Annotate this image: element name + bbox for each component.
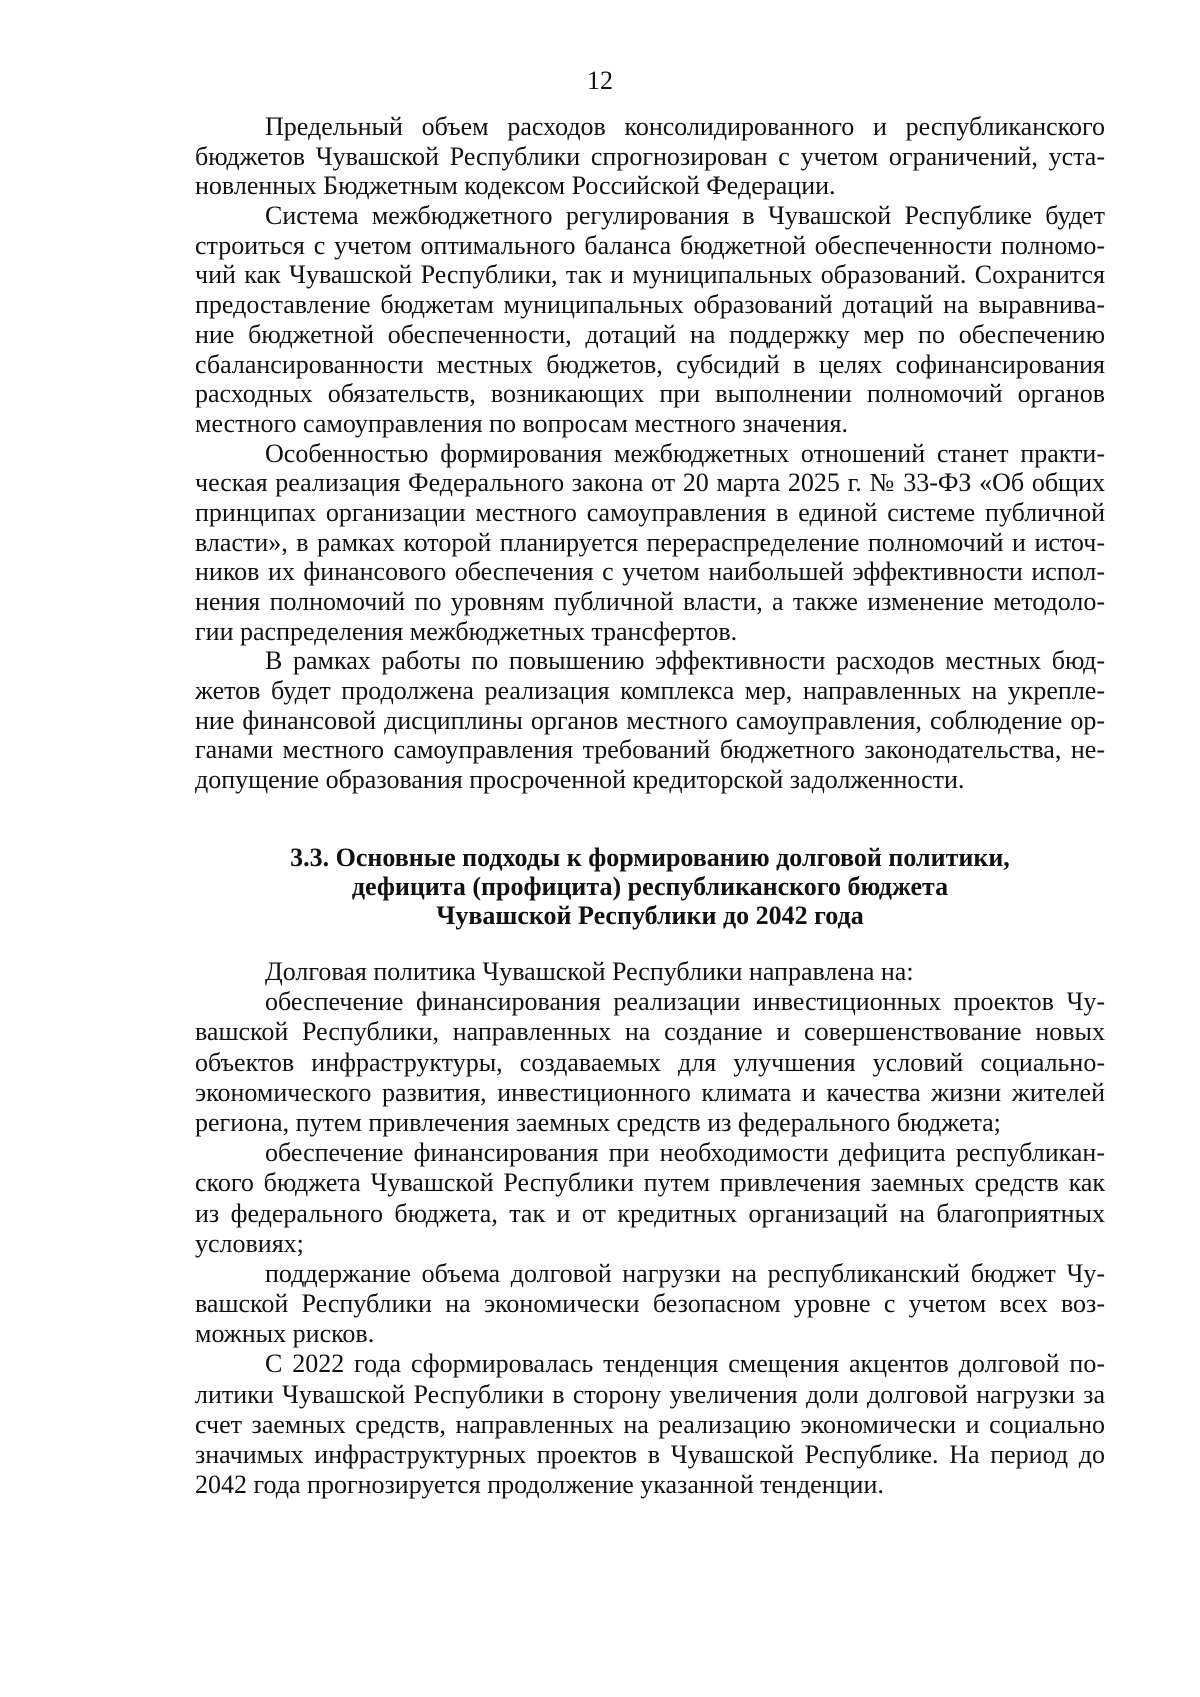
paragraph-line: из федерального бюджета, так и от кредитных организаций на благоприятных [195,1198,1105,1228]
paragraph-line: обеспечение финансирования реализации инвестиционных проектов Чу- [265,987,1105,1017]
section-heading-line: Чувашской Республики до 2042 года [436,901,864,930]
paragraph-line: местного самоуправления по вопросам местного значения. [195,408,849,438]
paragraph-line: Долговая политика Чувашской Республики направлена на: [265,957,914,986]
paragraph [195,439,1105,647]
list-paragraph [195,1259,1105,1350]
paragraph-line: Система межбюджетного регулирования в Чувашской Республике будет [265,201,1105,231]
paragraph-line: 2042 года прогнозируется продолжение указанной тенденции. [195,1470,884,1500]
paragraph-line: счет заемных средств, направленных на реализацию экономически и социально [195,1409,1105,1439]
paragraph-line: расходных обязательств, возникающих при выполнении полномочий органов [195,379,1105,409]
paragraph-line: обеспечение финансирования при необходимости дефицита республикан- [265,1138,1105,1168]
paragraph-line: вашской Республики на экономически безопасном уровне с учетом всех воз- [195,1289,1105,1319]
paragraph-line: власти», в рамках которой планируется перераспределение полномочий и источ- [195,527,1105,557]
paragraph-line: предоставление бюджетам муниципальных образований дотаций на выравнива- [195,290,1105,320]
paragraph-line: чий как Чувашской Республики, так и муниципальных образований. Сохранится [195,260,1105,290]
list-paragraph [195,1138,1105,1259]
body-text-bottom [195,957,1105,1500]
body-text-top [195,112,1105,795]
paragraph-line: региона, путем привлечения заемных средств из федерального бюджета; [195,1107,1001,1137]
paragraph [195,1349,1105,1500]
page-number: 12 [587,66,613,95]
paragraph-line: ческая реализация Федерального закона от 20 марта 2025 г. № 33-ФЗ «Об общих [195,468,1105,498]
paragraph-line: вашской Республики, направленных на создание и совершенствование новых [195,1017,1105,1047]
paragraph-line: принципах организации местного самоуправления в единой системе публичной [195,497,1105,527]
paragraph-line: нения полномочий по уровням публичной власти, а также изменение методоло- [195,587,1105,616]
paragraph-line: В рамках работы по повышению эффективности расходов местных бюд- [265,646,1105,676]
paragraph-line: гии распределения межбюджетных трансфертов. [195,616,738,646]
list-paragraph [195,987,1105,1138]
paragraph-line: ганами местного самоуправления требований бюджетного законодательства, не- [195,735,1105,765]
paragraph-line: ников их финансового обеспечения с учетом наибольшей эффективности испол- [195,557,1105,587]
paragraph-line: сбалансированности местных бюджетов, субсидий в целях софинансирования [195,349,1105,379]
paragraph-line: ского бюджета Чувашской Республики путем привлечения заемных средств как [195,1168,1105,1198]
paragraph-line: новленных Бюджетным кодексом Российской Федерации. [195,171,836,201]
paragraph-line: ние финансовой дисциплины органов местного самоуправления, соблюдение ор- [195,705,1105,735]
paragraph-line: бюджетов Чувашской Республики спрогнозирован с учетом ограничений, уста- [195,141,1105,171]
paragraph-line: жетов будет продолжена реализация комплекса мер, направленных на укрепле- [195,676,1105,706]
section-heading-line: дефицита (профицита) республиканского бюджета [351,872,949,901]
paragraph-line: С 2022 года сформировалась тенденция смещения акцентов долговой по- [265,1349,1105,1379]
paragraph-line: строиться с учетом оптимального баланса бюджетной обеспеченности полномо- [195,230,1105,260]
paragraph [195,957,1105,987]
paragraph-line: ние бюджетной обеспеченности, дотаций на поддержку мер по обеспечению [195,319,1105,349]
paragraph-line: поддержание объема долговой нагрузки на республиканский бюджет Чу- [265,1258,1105,1288]
paragraph-line: экономического развития, инвестиционного климата и качества жизни жителей [195,1077,1105,1107]
paragraph [195,646,1105,794]
paragraph-line: значимых инфраструктурных проектов в Чувашской Республике. На период до [195,1440,1105,1469]
section-heading [195,843,1105,930]
paragraph-line: объектов инфраструктуры, создаваемых для улучшения условий социально- [195,1047,1105,1077]
paragraph [195,112,1105,201]
paragraph-line: можных рисков. [195,1319,375,1349]
paragraph-line: литики Чувашской Республики в сторону увеличения доли долговой нагрузки за [195,1379,1105,1409]
paragraph-line: условиях; [195,1228,304,1258]
paragraph-line: Предельный объем расходов консолидированного и республиканского [265,112,1105,141]
paragraph-line: Особенностью формирования межбюджетных отношений станет практи- [265,438,1105,468]
section-heading-line: 3.3. Основные подходы к формированию долговой политики, [290,843,1010,872]
paragraph-line: допущение образования просроченной кредиторской задолженности. [195,765,965,795]
paragraph [195,201,1105,439]
